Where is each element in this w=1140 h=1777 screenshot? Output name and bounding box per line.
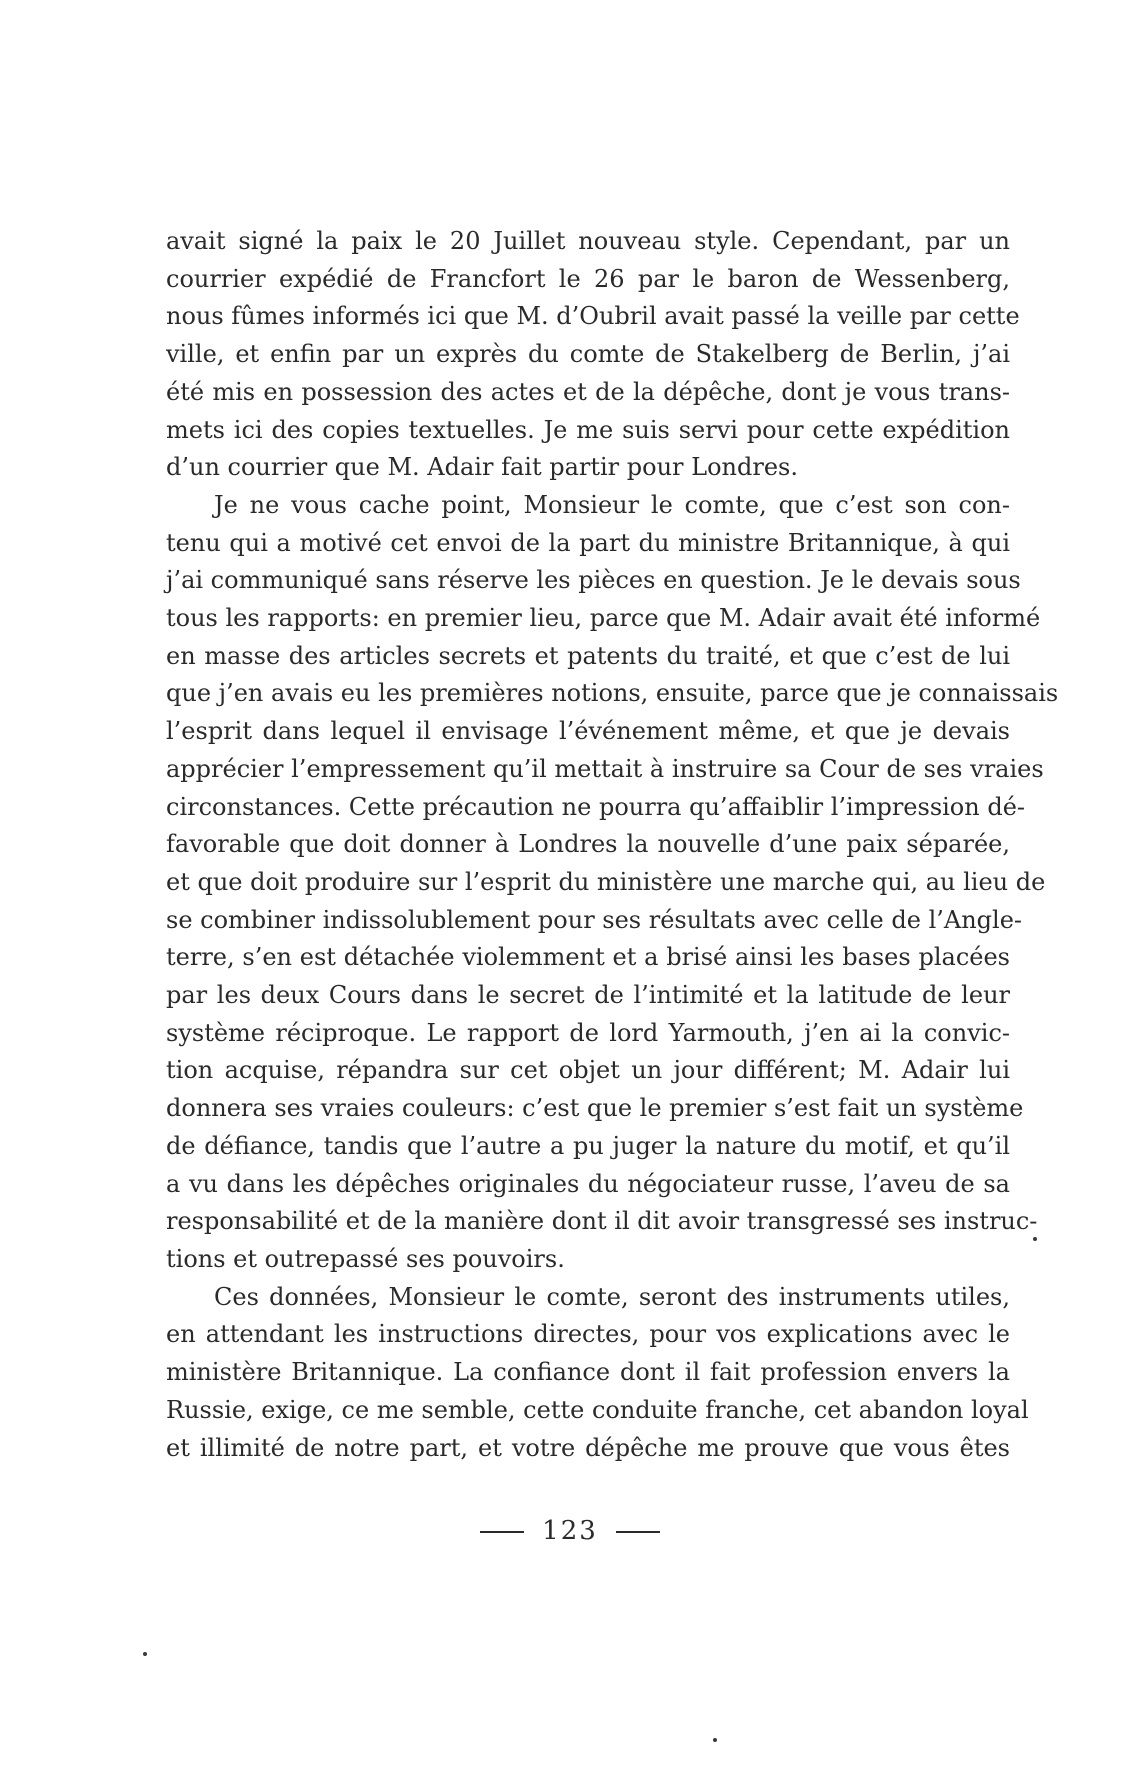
text-line: tions et outrepassé ses pouvoirs.: [166, 1244, 565, 1273]
text-line: Russie, exige, ce me semble, cette conduite franche, cet abandon loyal: [166, 1395, 1029, 1424]
page-number: [0, 1516, 1140, 1546]
text-line: et illimité de notre part, et votre dépêche me prouve que vous êtes: [166, 1433, 1010, 1462]
text-line: favorable que doit donner à Londres la nouvelle d’une paix séparée,: [166, 830, 1010, 859]
right-dash: [616, 1531, 660, 1533]
text-line: mets ici des copies textuelles. Je me suis servi pour cette expédition: [166, 415, 1010, 444]
body-text: [166, 223, 1059, 1467]
ink-speck: [713, 1738, 717, 1742]
text-line: d’un courrier que M. Adair fait partir pour Londres.: [166, 453, 798, 482]
text-line: Je ne vous cache point, Monsieur le comte, que c’est son con-: [214, 490, 1010, 519]
text-line: responsabilité et de la manière dont il dit avoir transgressé ses instruc-: [166, 1207, 1038, 1236]
text-line: Ces données, Monsieur le comte, seront des instruments utiles,: [214, 1282, 1010, 1311]
text-line: l’esprit dans lequel il envisage l’événement même, et que je devais: [166, 717, 1010, 746]
text-line: a vu dans les dépêches originales du négociateur russe, l’aveu de sa: [166, 1169, 1010, 1198]
text-line: en attendant les instructions directes, pour vos explications avec le: [166, 1320, 1010, 1349]
text-line: j’ai communiqué sans réserve les pièces en question. Je le devais sous: [166, 566, 1021, 595]
text-line: courrier expédié de Francfort le 26 par le baron de Wessenberg,: [166, 264, 1010, 293]
ink-speck: [143, 1652, 147, 1656]
text-line: tion acquise, répandra sur cet objet un jour différent; M. Adair lui: [166, 1056, 1010, 1085]
text-line: tous les rapports: en premier lieu, parce que M. Adair avait été informé: [166, 604, 1041, 633]
text-line: avait signé la paix le 20 Juillet nouveau style. Cependant, par un: [166, 227, 1010, 255]
text-line: que j’en avais eu les premières notions, ensuite, parce que je connaissais: [166, 679, 1059, 708]
text-line: circonstances. Cette précaution ne pourra qu’affaiblir l’impression dé-: [166, 792, 1026, 821]
left-dash: [480, 1531, 524, 1533]
text-line: apprécier l’empressement qu’il mettait à instruire sa Cour de ses vraies: [166, 754, 1044, 783]
text-line: par les deux Cours dans le secret de l’intimité et la latitude de leur: [166, 981, 1010, 1010]
text-line: ministère Britannique. La confiance dont il fait profession envers la: [166, 1358, 1010, 1387]
text-line: terre, s’en est détachée violemment et a brisé ainsi les bases placées: [166, 943, 1010, 972]
text-line: été mis en possession des actes et de la dépêche, dont je vous trans-: [166, 377, 1010, 406]
text-line: système réciproque. Le rapport de lord Yarmouth, j’en ai la convic-: [166, 1018, 1010, 1047]
text-line: donnera ses vraies couleurs: c’est que le premier s’est fait un système: [166, 1094, 1024, 1123]
paragraph-3: [166, 1279, 1029, 1468]
text-line: tenu qui a motivé cet envoi de la part du ministre Britannique, à qui: [166, 528, 1010, 557]
text-line: et que doit produire sur l’esprit du ministère une marche qui, au lieu de: [166, 867, 1046, 896]
paragraph-1: [166, 223, 1020, 487]
text-line: nous fûmes informés ici que M. d’Oubril avait passé la veille par cette: [166, 302, 1020, 331]
text-line: ville, et enfin par un exprès du comte de Stakelberg de Berlin, j’ai: [166, 340, 1010, 369]
page-number-text: 123: [542, 1516, 598, 1546]
text-line: en masse des articles secrets et patents du traité, et que c’est de lui: [166, 641, 1010, 670]
text-line: de défiance, tandis que l’autre a pu juger la nature du motif, et qu’il: [166, 1131, 1010, 1160]
text-line: se combiner indissolublement pour ses résultats avec celle de l’Angle-: [166, 905, 1023, 934]
ink-speck: [1033, 1237, 1037, 1241]
paragraph-2: [166, 487, 1059, 1279]
